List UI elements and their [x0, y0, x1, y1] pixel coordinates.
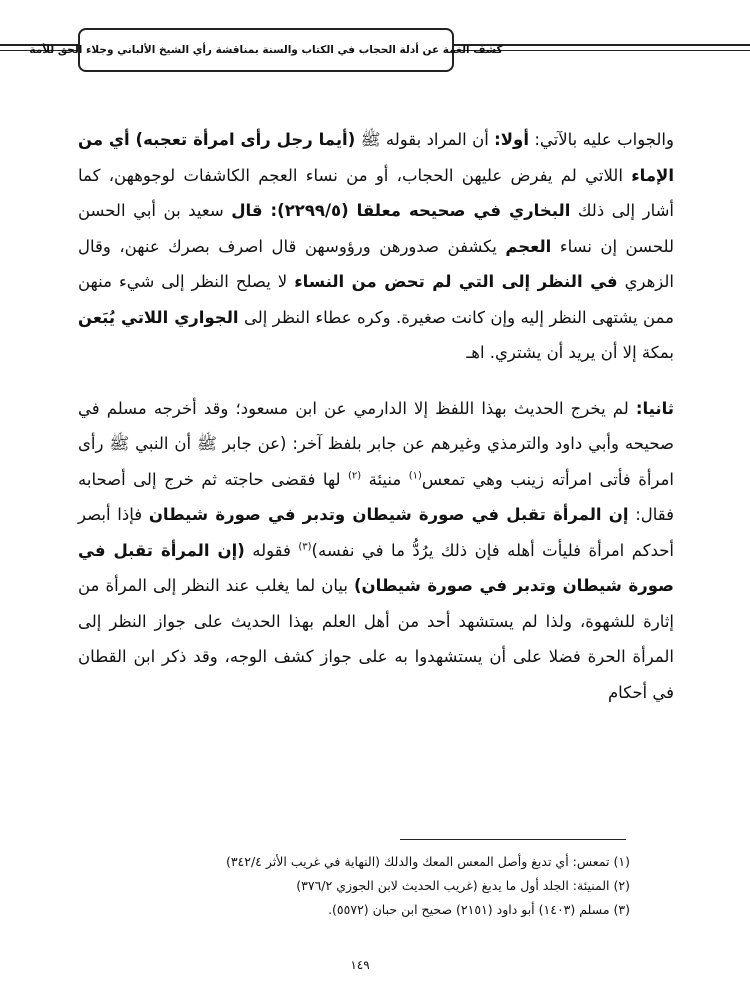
- text-run: اللاتي لم يفرض عليهن الحجاب، أو من نساء العجم الكاشفات لوجوههن، كما أشار إلى ذلك: [78, 165, 675, 220]
- text-run: منيئة: [361, 469, 409, 489]
- footnote-ref-2[interactable]: (٢): [347, 470, 362, 481]
- footnote-2: (٢) المنيئة: الجلد أول ما يدبغ (غريب الحديث لابن الجوزي ٣٧٦/٢): [296, 878, 630, 893]
- bold-run: البخاري في صحيحه معلقا (٢٢٩٩/٥): قال: [231, 201, 571, 220]
- paragraph-1: [78, 122, 674, 371]
- footnote-ref-3[interactable]: (٣): [298, 541, 312, 552]
- footnote-separator: [400, 839, 626, 840]
- text-run: فإذا أبصر أحدكم امرأة فليأت أهله فإن ذلك يرُدُّ ما في نفسه): [78, 505, 675, 560]
- bold-run: العجم: [505, 236, 552, 256]
- bold-run: أولا:: [494, 130, 529, 149]
- text-run: لم يخرج الحديث بهذا اللفظ إلا الدارمي عن ابن مسعود؛ وقد أخرجه مسلم في صحيحه وأبي داود والترمذي وغيرهم عن جابر بلفظ آخر: (عن جابر ﷺ أن النبي ﷺ رأى امرأة فأتى امرأته زينب وهي تمعس: [78, 398, 674, 489]
- bold-run: (أيما رجل رأى امرأة تعجبه) أي من الإماء: [78, 130, 674, 185]
- footnote-ref-1[interactable]: (١): [408, 470, 422, 481]
- paragraph-2: [78, 391, 674, 711]
- footnotes: [78, 850, 630, 922]
- page-number: ١٤٩: [350, 958, 370, 972]
- bold-run: (إن المرأة تقبل في صورة شيطان وتدبر في صورة شيطان): [78, 540, 674, 595]
- text-run: بمكة إلا أن يريد أن يشتري. اهـ: [466, 343, 674, 362]
- bold-run: في النظر إلى التي لم تحض من النساء: [294, 272, 618, 291]
- bold-run: إن المرأة تقبل في صورة شيطان وتدبر في صورة شيطان: [148, 505, 629, 524]
- running-header: [29, 28, 503, 72]
- text-run: لها فقضى حاجته ثم خرج إلى أصحابه فقال:: [78, 469, 674, 524]
- text-run: أن المراد بقوله ﷺ: [355, 130, 495, 149]
- footnote-3: (٣) مسلم (١٤٠٣) أبو داود (٢١٥١) صحيح ابن حبان (٥٥٧٢).: [328, 902, 630, 917]
- main-text: [78, 122, 674, 710]
- bold-run: ثانيا:: [635, 398, 674, 418]
- footnote-1: (١) تمعس: أي تدبغ وأصل المعس المعك والدلك (النهاية في غريب الأثر ٣٤٢/٤): [225, 854, 630, 869]
- bold-run: الجواري اللاتي يُبَعن: [78, 307, 239, 327]
- text-run: يكشفن صدورهن ورؤوسهن قال اصرف بصرك عنهن، وقال الزهري: [78, 236, 675, 291]
- text-run: لا يصلح النظر إلى شيء منهن ممن يشتهى النظر إليه وإن كانت صغيرة. وكره عطاء النظر إلى: [78, 272, 674, 327]
- text-run: والجواب عليه بالآتي:: [528, 130, 674, 149]
- text-run: سعيد بن أبي الحسن للحسن إن نساء: [78, 201, 674, 256]
- running-header-title: كشف الغمة عن أدلة الحجاب في الكتاب والسنة بمناقشة رأي الشيخ الألباني وجلاء الحق للأمة: [29, 44, 503, 56]
- text-run: بيان لما يغلب عند النظر إلى المرأة من إثارة للشهوة، ولذا لم يستشهد أحد من أهل العلم بهذا الحديث على جواز النظر إلى المرأة الحرة فضلا على أن يستشهدوا به على جواز كشف الوجه، وقد ذكر ابن القطان في أحكام: [78, 576, 674, 702]
- text-run: فقوله: [244, 540, 299, 560]
